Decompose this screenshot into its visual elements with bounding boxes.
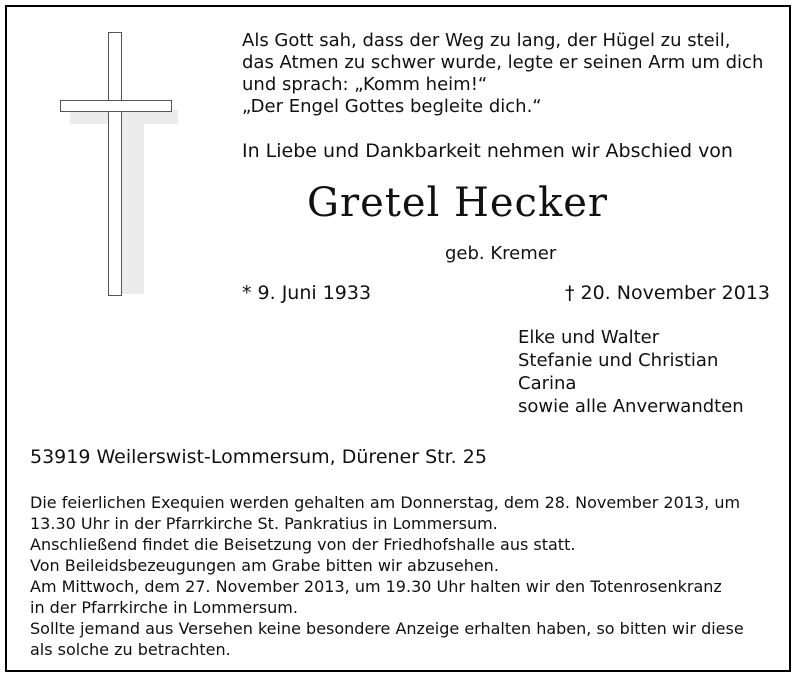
poem-line: und sprach: „Komm heim!“: [242, 74, 488, 95]
cross-icon: [50, 28, 180, 298]
birth-date: * 9. Juni 1933: [242, 282, 372, 304]
service-info: [30, 492, 780, 660]
address: 53919 Weilerswist-Lommersum, Dürener Str. 25: [30, 446, 487, 468]
maiden-name: geb. Kremer: [445, 243, 557, 264]
info-line: Am Mittwoch, dem 27. November 2013, um 19.30 Uhr halten wir den Totenrosenkranz: [30, 577, 722, 596]
poem: [242, 30, 782, 118]
family-member: Stefanie und Christian: [518, 350, 719, 371]
info-line: Die feierlichen Exequien werden gehalten am Donnerstag, dem 28. November 2013, um: [30, 493, 741, 512]
poem-line: Als Gott sah, dass der Weg zu lang, der Hügel zu steil,: [242, 30, 731, 51]
poem-line: „Der Engel Gottes begleite dich.“: [242, 96, 542, 117]
death-date: † 20. November 2013: [564, 282, 770, 304]
poem-line: das Atmen zu schwer wurde, legte er seinen Arm um dich: [242, 52, 764, 73]
family-member: Carina: [518, 373, 577, 394]
info-line: 13.30 Uhr in der Pfarrkirche St. Pankratius in Lommersum.: [30, 514, 498, 533]
family-member: sowie alle Anverwandten: [518, 396, 744, 417]
intro-text: In Liebe und Dankbarkeit nehmen wir Abschied von: [242, 140, 733, 162]
info-line: Sollte jemand aus Versehen keine besondere Anzeige erhalten haben, so bitten wir diese: [30, 619, 744, 638]
deceased-name: Gretel Hecker: [307, 180, 608, 226]
family-list: [518, 326, 744, 418]
info-line: in der Pfarrkirche in Lommersum.: [30, 598, 298, 617]
info-line: Von Beileidsbezeugungen am Grabe bitten wir abzusehen.: [30, 556, 499, 575]
info-line: als solche zu betrachten.: [30, 640, 231, 659]
family-member: Elke und Walter: [518, 327, 660, 348]
info-line: Anschließend findet die Beisetzung von der Friedhofshalle aus statt.: [30, 535, 576, 554]
